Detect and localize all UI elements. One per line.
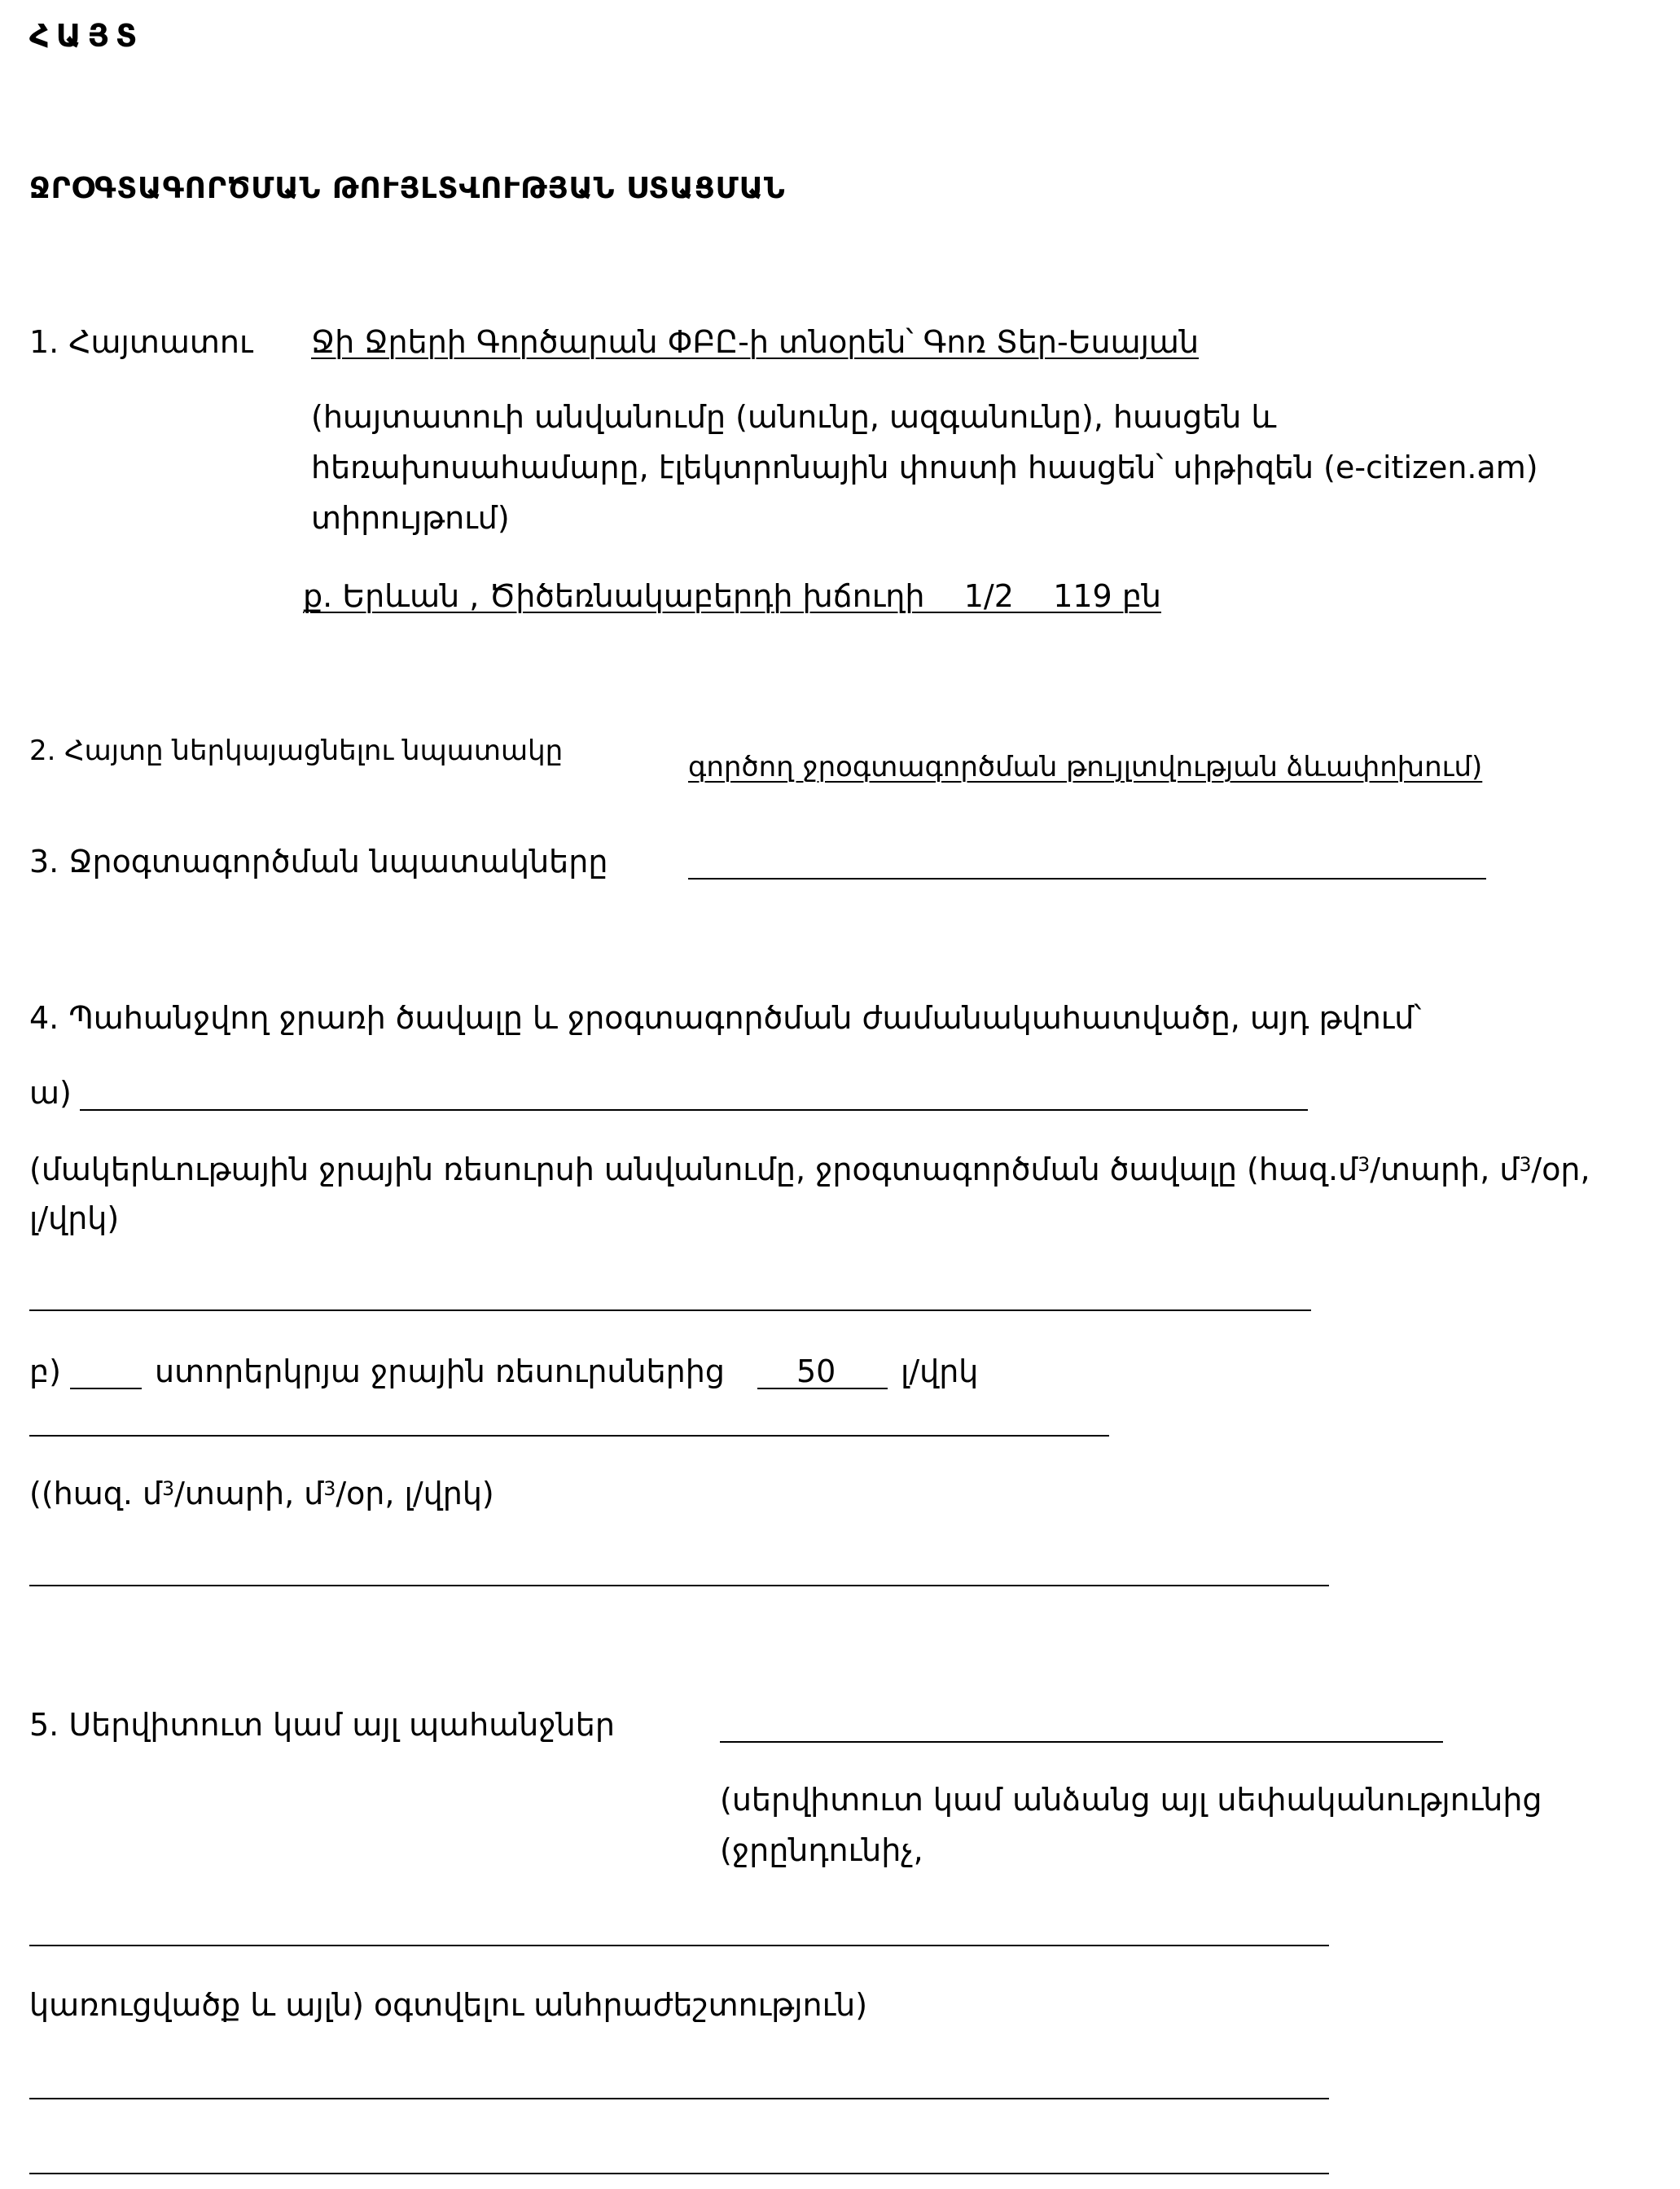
document-title: ՋՐՕԳՏԱԳՈՐԾՄԱՆ ԹՈՒՅԼՏՎՈՒԹՅԱՆ ՍՏԱՑՄԱՆ [29,172,786,205]
item-a-label: ա) [29,1075,72,1111]
applicant-address: ք. Երևան , Ծիծեռնակաբերդի խճուղի 1/2 119 բն [303,578,1161,614]
item-b-value: 50 [796,1353,836,1389]
servitude-hint-line3: կառուցվածք և այլն) օգտվելու անհրաժեշտություն) [29,1987,868,2023]
item-a-hint-line2: լ/վրկ) [29,1200,120,1236]
applicant-hint-line3: տիրույթում) [311,500,510,536]
item-a-blank-line [80,1109,1308,1111]
usage-goals-blank-line [688,878,1486,880]
volume-label: 4. Պահանջվող ջրառի ծավալը և ջրօգտագործման ժամանակահատվածը, այդ թվում՝ [29,1000,1422,1036]
document-label: ՀԱՅՏ [29,18,144,54]
item-b-prefix-blank [70,1388,142,1389]
purpose-label: 2. Հայտը ներկայացնելու նպատակը [29,735,564,767]
item-b-unit: լ/վրկ [901,1353,979,1389]
item-a-hint-line1: (մակերևութային ջրային ռեսուրսի անվանումը, ջրօգտագործման ծավալը (հազ.մ$^3$/տարի, մ$^3$/օր, [29,1152,1590,1187]
applicant-hint-line1: (հայտատուի անվանումը (անունը, ազգանունը), հասցեն և [311,399,1277,435]
servitude-hint-line1: (սերվիտուտ կամ անձանց այլ սեփականությունից [720,1782,1542,1818]
servitude-blank-line-2 [29,2098,1329,2099]
applicant-hint-line2: հեռախոսահամարը, էլեկտրոնային փոստի հասցեն՝ սիթիզեն (e-citizen.am) [311,450,1538,485]
applicant-label: 1. Հայտատու [29,324,253,360]
item-b-blank-line [29,1435,1109,1437]
servitude-blank-line-3 [29,2173,1329,2174]
item-b-hint: ((հազ. մ$^3$/տարի, մ$^3$/օր, լ/վրկ) [29,1476,494,1511]
item-b-text: ստորերկրյա ջրային ռեսուրսներից [155,1353,725,1389]
item-b-label: բ) [29,1353,61,1389]
servitude-label: 5. Սերվիտուտ կամ այլ պահանջներ [29,1707,615,1743]
purpose-value: գործող ջրօգտագործման թույլտվության ձևափոխում) [688,751,1483,783]
item-b-extra-blank-line [29,1585,1329,1586]
servitude-extra-blank-line [29,1945,1329,1946]
item-a-extra-blank-line [29,1309,1311,1311]
applicant-value: Ջի Ջրերի Գործարան ՓԲԸ-ի տնօրեն՝ Գոռ Տեր-Եսայան [311,324,1200,360]
servitude-blank-line [720,1741,1443,1743]
servitude-hint-line2: (ջրընդունիչ, [720,1832,923,1868]
usage-goals-label: 3. Ջրօգտագործման նպատակները [29,844,608,880]
